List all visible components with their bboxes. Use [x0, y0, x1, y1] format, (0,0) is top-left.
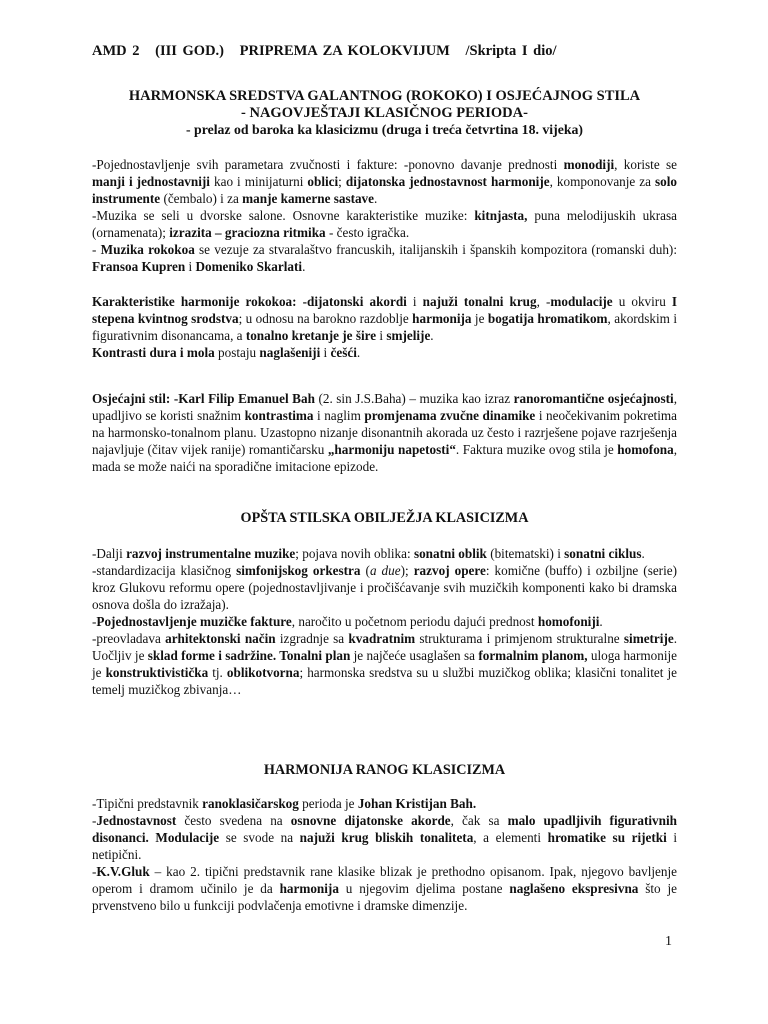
prep-label: PRIPREMA ZA KOLOKVIJUM — [239, 43, 450, 59]
intro-paragraphs: -Pojednostavljenje svih parametara zvučnosti i fakture: -ponovno davanje prednosti monodiji, koriste se manji i jednostavniji kao i minijaturni oblici; dijatonska jednostavnost harmonije, komponovanje za solo instrumente (čembalo) i za manje kamerne sastave. -Muzika se seli u dvorske salone. Osnovne karakteristike muzike: kitnjasta, puna melodijuskih ukrasa (ornamenata); izrazita – graciozna ritmika - često igračka. - Muzika rokokoa se vezuje za stvaralaštvo francuskih, italijanskih i španskih kompozitora (romanski duh): Fransoa Kupren i Domeniko Skarlati. — [92, 157, 678, 274]
page-header — [92, 43, 567, 60]
section-heading-classicism: OPŠTA STILSKA OBILJEŽJA KLASICIZMA — [240, 510, 529, 526]
section-heading-early-classicism: HARMONIJA RANOG KLASICIZMA — [263, 762, 506, 778]
course-code: AMD 2 — [92, 43, 140, 59]
subtitle-period: - prelaz od baroka ka klasicizmu (druga i treća četvrtina 18. vijeka) — [185, 122, 583, 137]
main-title: HARMONSKA SREDSTVA GALANTNOG (ROKOKO) I OSJEĆAJNOG STILA — [128, 88, 641, 104]
sensitive-style-paragraph: Osjećajni stil: -Karl Filip Emanuel Bah (2. sin J.S.Baha) – muzika kao izraz ranoromantične osjećajnosti, upadljivo se koristi snažnim kontrastima i naglim promjenama zvučne dinamike i neočekivanim pokretima na harmonsko-tonalnom planu. Uzastopno nizanje disonantnih akorada uz često i razrješene pojave razrješenja najavljuje (čitav vijek ranije) romantičarsku „harmoniju napetosti“. Faktura muzike ovog stila je homofona, mada se može naići na sporadične imitacione epizode. — [92, 391, 678, 474]
subtitle: - NAGOVJEŠTAJI KLASIČNOG PERIODA- — [241, 105, 528, 121]
classicism-paragraphs: -Dalji razvoj instrumentalne muzike; pojava novih oblika: sonatni oblik (bitematski) i sonatni ciklus. -standardizacija klasičnog simfonijskog orkestra (a due); razvoj opere: komične (buffo) i ozbiljne (serie) kroz Glukovu reformu opere (pojednostavljivanje i pročišćavanje svih muzičkih komponenti kako bi dramska osnova došla do izražaja). -Pojednostavljenje muzičke fakture, naročito u početnom periodu dajući prednost homofoniji. -preovladava arhitektonski način izgradnje sa kvadratnim strukturama i primjenom strukturalne simetrije. Uočljiv je sklad forme i sadržine. Tonalni plan je najčeće usaglašen sa formalnim planom, uloga harmonije je konstruktivistička tj. oblikotvorna; harmonska sredstva su u službi muzičkog oblika; klasični tonalitet je temelj muzičkog zbivanja… — [92, 546, 678, 697]
rococo-harmony-paragraph: Karakteristike harmonije rokokoa: -dijatonski akordi i najuži tonalni krug, -modulacije u okviru I stepena kvintnog srodstva; u odnosu na barokno razdoblje harmonija je bogatija hromatikom, akordskim i figurativnim disonancama, a tonalno kretanje je šire i smjelije. Kontrasti dura i mola postaju naglašeniji i češći. — [92, 294, 677, 360]
early-classicism-paragraphs: -Tipični predstavnik ranoklasičarskog perioda je Johan Kristijan Bah. -Jednostavnost često svedena na osnovne dijatonske akorde, čak sa malo upadljivih figurativnih disonanci. Modulacije se svode na najuži krug bliskih tonaliteta, a elementi hromatike su rijetki i netipični. -K.V.Gluk – kao 2. tipični predstavnik rane klasike blizak je prethodno opisanom. Ipak, njegovo bavljenje operom i dramom učinilo je da harmonija u njegovim djelima postane naglašeno ekspresivna što je prvenstveno bilo u funkciji podvlačenja emotivne i dramske dimenzije. — [92, 796, 678, 913]
page-number: 1 — [665, 934, 672, 949]
course-year: (III GOD.) — [155, 43, 225, 59]
script-label: /Skripta I dio/ — [465, 43, 557, 59]
